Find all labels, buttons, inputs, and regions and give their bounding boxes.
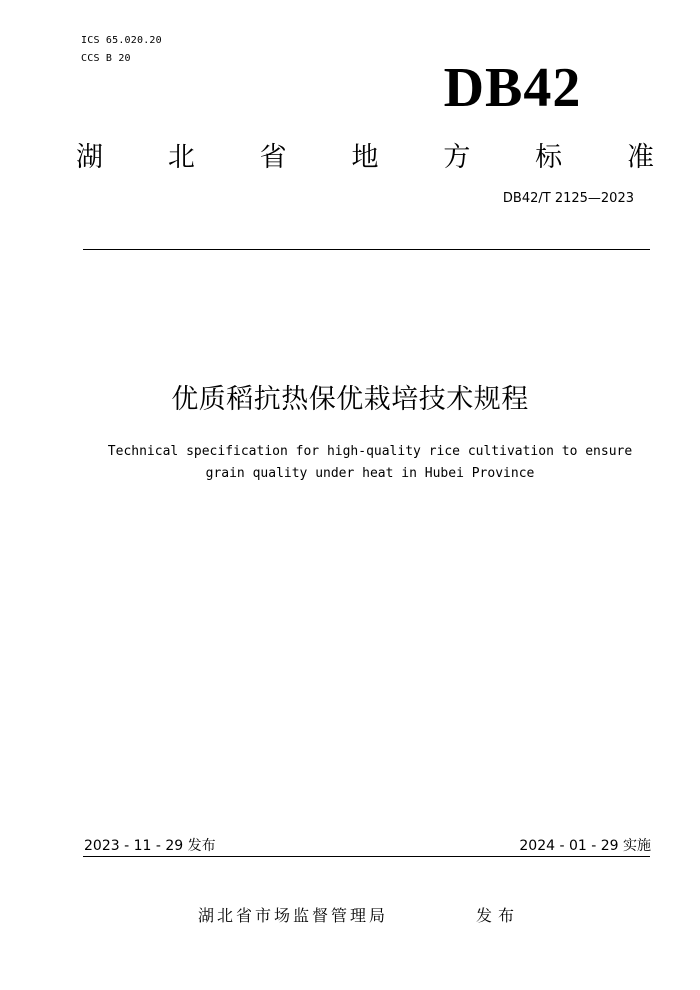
document-title-chinese: 优质稻抗热保优栽培技术规程 — [171, 384, 529, 415]
ics-code: ICS 65.020.20 — [81, 35, 162, 46]
ccs-code: CCS B 20 — [81, 53, 131, 64]
standard-logo: DB42 — [443, 57, 582, 119]
document-title-english — [60, 441, 680, 485]
issuing-authority: 湖北省市场监督管理局 — [198, 906, 389, 925]
standard-type-char: 准 — [626, 141, 654, 173]
issue-action: 发布 — [476, 906, 521, 925]
standard-type-char: 方 — [443, 141, 471, 173]
standard-type — [76, 134, 654, 174]
issue-date: 2023 - 11 - 29 发布 — [84, 838, 216, 854]
standard-type-char: 省 — [259, 141, 287, 173]
footer-divider — [83, 856, 650, 857]
standard-type-char: 地 — [351, 141, 379, 173]
header-divider — [83, 249, 650, 250]
english-title-line: grain quality under heat in Hubei Province — [205, 466, 535, 481]
standard-type-char: 湖 — [76, 141, 103, 173]
standard-type-char: 北 — [167, 141, 195, 173]
english-title-line: Technical specification for high-quality rice cultivation to ensure — [107, 444, 633, 459]
standard-type-char: 标 — [535, 141, 563, 173]
implementation-date: 2024 - 01 - 29 实施 — [519, 838, 651, 854]
standard-number: DB42/T 2125—2023 — [502, 191, 634, 206]
